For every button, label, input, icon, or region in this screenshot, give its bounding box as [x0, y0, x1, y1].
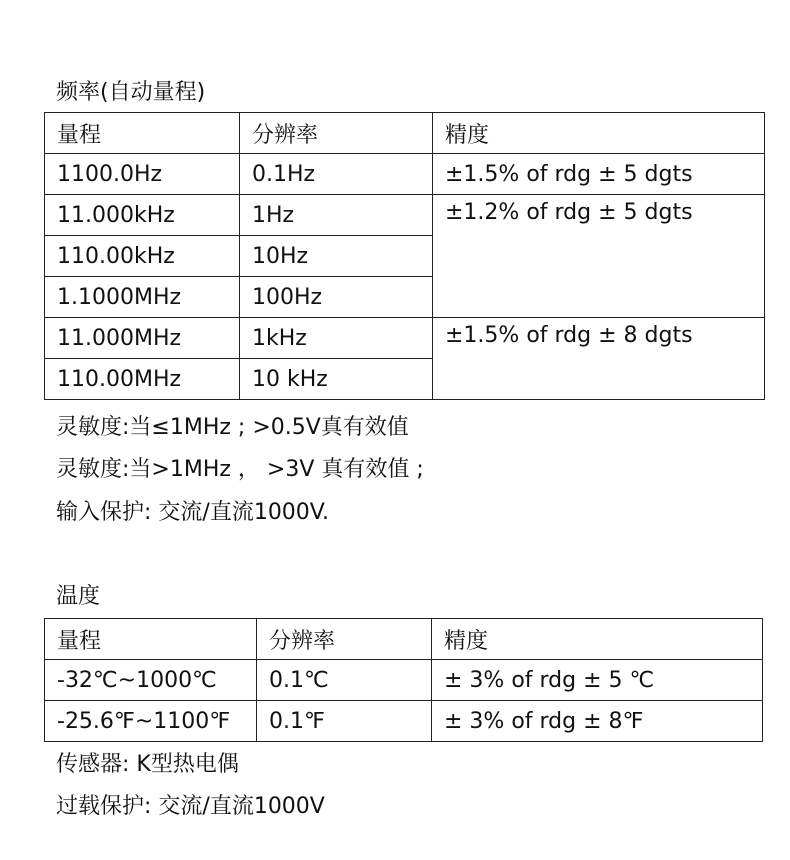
- table-row: [45, 318, 765, 359]
- temperature-spec-table: [44, 618, 763, 742]
- resolution-cell: 10 kHz: [240, 359, 433, 400]
- range-cell: 110.00kHz: [45, 236, 240, 277]
- sensitivity-note-high: 灵敏度:当>1MHz ， >3V 真有效值 ;: [56, 457, 424, 482]
- table-header-row: [45, 113, 765, 154]
- table-row: [45, 701, 763, 742]
- accuracy-cell: ±1.5% of rdg ± 5 dgts: [433, 154, 765, 195]
- table-row: [45, 195, 765, 236]
- resolution-cell: 1Hz: [240, 195, 433, 236]
- header-range: 量程: [45, 113, 240, 154]
- sensitivity-note-low: 灵敏度:当≤1MHz ; >0.5V真有效值: [56, 415, 409, 440]
- frequency-section-title: 频率(自动量程): [56, 80, 206, 105]
- accuracy-cell: ±1.5% of rdg ± 8 dgts: [433, 318, 765, 400]
- resolution-cell: 10Hz: [240, 236, 433, 277]
- temperature-section-title: 温度: [56, 584, 101, 609]
- sensor-note: 传感器: K型热电偶: [56, 752, 239, 777]
- header-accuracy: 精度: [432, 619, 763, 660]
- table-header-row: [45, 619, 763, 660]
- frequency-spec-table: [44, 112, 765, 400]
- accuracy-cell: ± 3% of rdg ± 5 ℃: [432, 660, 763, 701]
- header-resolution: 分辨率: [257, 619, 432, 660]
- range-cell: -25.6℉~1100℉: [45, 701, 257, 742]
- range-cell: 1100.0Hz: [45, 154, 240, 195]
- accuracy-cell: ±1.2% of rdg ± 5 dgts: [433, 195, 765, 318]
- table-row: [45, 660, 763, 701]
- header-range: 量程: [45, 619, 257, 660]
- header-resolution: 分辨率: [240, 113, 433, 154]
- range-cell: 11.000MHz: [45, 318, 240, 359]
- range-cell: 110.00MHz: [45, 359, 240, 400]
- range-cell: 1.1000MHz: [45, 277, 240, 318]
- resolution-cell: 0.1Hz: [240, 154, 433, 195]
- overload-protection-note: 过载保护: 交流/直流1000V: [56, 794, 325, 819]
- range-cell: 11.000kHz: [45, 195, 240, 236]
- range-cell: -32℃~1000℃: [45, 660, 257, 701]
- resolution-cell: 0.1℃: [257, 660, 432, 701]
- resolution-cell: 1kHz: [240, 318, 433, 359]
- resolution-cell: 100Hz: [240, 277, 433, 318]
- input-protection-note: 输入保护: 交流/直流1000V.: [56, 500, 330, 525]
- table-row: [45, 154, 765, 195]
- header-accuracy: 精度: [433, 113, 765, 154]
- accuracy-cell: ± 3% of rdg ± 8℉: [432, 701, 763, 742]
- resolution-cell: 0.1℉: [257, 701, 432, 742]
